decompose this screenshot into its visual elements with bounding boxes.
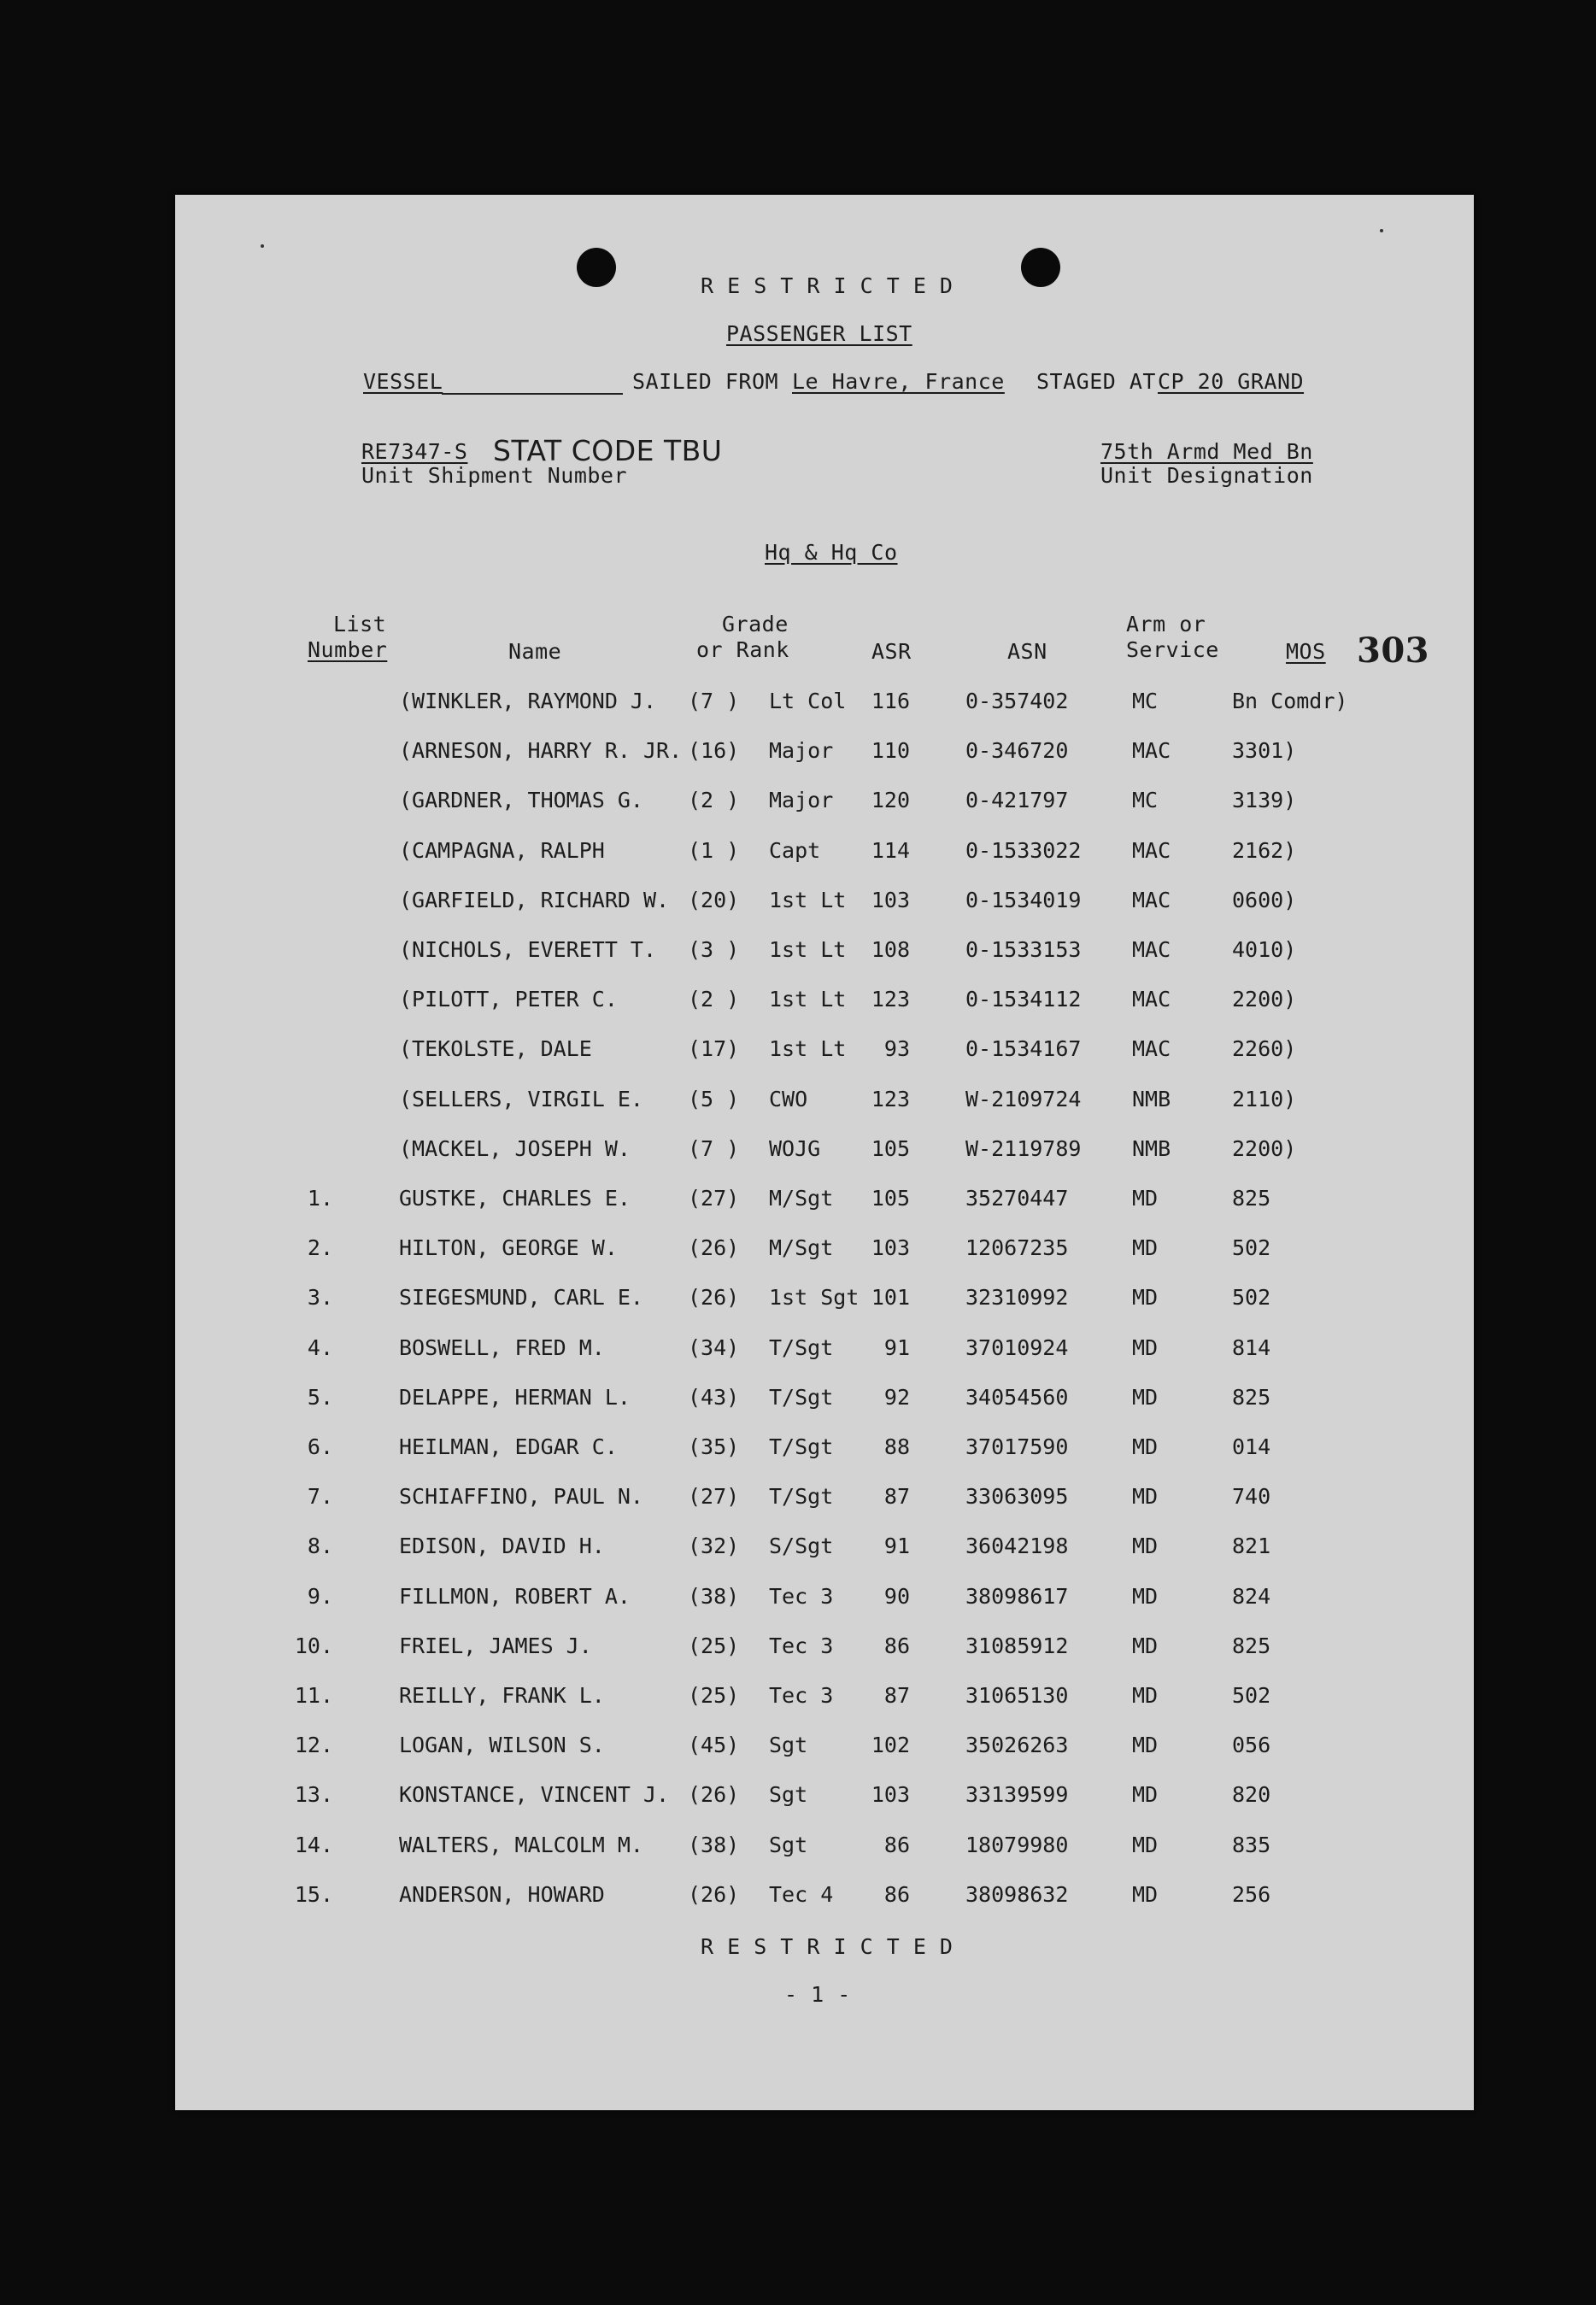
- cell-asr: 105: [871, 1135, 910, 1161]
- table-row: [175, 1087, 1474, 1136]
- table-row: [175, 689, 1474, 738]
- cell-mos: 835: [1232, 1832, 1271, 1857]
- cell-asr: 92: [883, 1384, 910, 1410]
- staged-at-value: CP 20 GRAND: [1158, 369, 1305, 394]
- cell-list-number: 14.: [294, 1832, 333, 1857]
- cell-grade: 1st Lt: [769, 887, 847, 912]
- cell-mos: 256: [1232, 1881, 1271, 1907]
- passenger-list-page: [175, 195, 1474, 2110]
- cell-grade: WOJG: [769, 1135, 821, 1161]
- cell-asn: 0-1534019: [965, 887, 1082, 912]
- vessel-label: VESSEL: [363, 369, 443, 394]
- cell-age: (2 ): [688, 987, 740, 1012]
- cell-passenger-name: GUSTKE, CHARLES E.: [399, 1186, 631, 1211]
- cell-grade: T/Sgt: [769, 1334, 834, 1360]
- speck: [1380, 229, 1383, 232]
- cell-asn: 31085912: [965, 1633, 1069, 1658]
- cell-passenger-name: REILLY, FRANK L.: [399, 1683, 605, 1708]
- table-row: [175, 838, 1474, 888]
- cell-asn: W-2119789: [965, 1135, 1082, 1161]
- cell-asr: 123: [871, 987, 910, 1012]
- cell-asr: 86: [883, 1832, 910, 1857]
- speck: [261, 244, 264, 248]
- col-arm-1: Arm or: [1126, 612, 1206, 636]
- cell-passenger-name: (MACKEL, JOSEPH W.: [399, 1135, 631, 1161]
- cell-age: (25): [688, 1683, 740, 1708]
- table-row: [175, 738, 1474, 788]
- cell-arm-service: MD: [1132, 1334, 1159, 1360]
- cell-age: (25): [688, 1633, 740, 1658]
- cell-mos: 825: [1232, 1633, 1271, 1658]
- cell-mos: 502: [1232, 1285, 1271, 1311]
- table-row: [175, 1833, 1474, 1882]
- cell-arm-service: MD: [1132, 1285, 1159, 1311]
- cell-asn: 18079980: [965, 1832, 1069, 1857]
- cell-asr: 108: [871, 937, 910, 962]
- cell-asn: 33139599: [965, 1782, 1069, 1808]
- cell-asn: 0-357402: [965, 689, 1069, 713]
- cell-age: (17): [688, 1036, 740, 1062]
- cell-grade: Tec 3: [769, 1583, 834, 1609]
- cell-asn: 33063095: [965, 1484, 1069, 1510]
- cell-asr: 86: [883, 1633, 910, 1658]
- cell-passenger-name: (CAMPAGNA, RALPH: [399, 837, 605, 863]
- table-row: [175, 1235, 1474, 1285]
- table-row: [175, 1136, 1474, 1186]
- cell-asn: 0-1533022: [965, 837, 1082, 863]
- cell-arm-service: NMB: [1132, 1135, 1171, 1161]
- cell-grade: Sgt: [769, 1782, 808, 1808]
- unit-designation: 75th Armd Med Bn: [1100, 439, 1313, 464]
- cell-mos: 2200): [1232, 987, 1297, 1012]
- cell-list-number: 2.: [307, 1235, 333, 1261]
- table-row: [175, 1733, 1474, 1782]
- cell-age: (7 ): [688, 689, 740, 713]
- cell-asn: 36042198: [965, 1534, 1069, 1559]
- cell-list-number: 10.: [294, 1633, 333, 1658]
- col-list-number-1: List: [333, 612, 387, 636]
- cell-mos: 502: [1232, 1235, 1271, 1261]
- cell-asr: 87: [883, 1683, 910, 1708]
- unit-designation-label: Unit Designation: [1100, 463, 1313, 488]
- cell-age: (26): [688, 1782, 740, 1808]
- cell-passenger-name: DELAPPE, HERMAN L.: [399, 1384, 631, 1410]
- cell-passenger-name: (TEKOLSTE, DALE: [399, 1036, 592, 1062]
- cell-grade: Tec 3: [769, 1633, 834, 1658]
- cell-list-number: 1.: [307, 1186, 333, 1211]
- cell-mos: 2200): [1232, 1135, 1297, 1161]
- cell-mos: 820: [1232, 1782, 1271, 1808]
- col-asr: ASR: [871, 639, 912, 664]
- cell-arm-service: MD: [1132, 1484, 1159, 1510]
- cell-list-number: 4.: [307, 1334, 333, 1360]
- cell-grade: Major: [769, 738, 834, 764]
- cell-asr: 103: [871, 1235, 910, 1261]
- cell-grade: Tec 3: [769, 1683, 834, 1708]
- cell-passenger-name: ANDERSON, HOWARD: [399, 1881, 605, 1907]
- cell-mos: 814: [1232, 1334, 1271, 1360]
- col-arm-2: Service: [1126, 637, 1219, 662]
- staged-at-label: STAGED AT: [1036, 369, 1156, 394]
- cell-asn: 38098632: [965, 1881, 1069, 1907]
- cell-grade: Capt: [769, 837, 821, 863]
- cell-mos: 4010): [1232, 937, 1297, 962]
- cell-arm-service: MD: [1132, 1782, 1159, 1808]
- passenger-list-title: PASSENGER LIST: [726, 321, 912, 346]
- cell-passenger-name: (GARDNER, THOMAS G.: [399, 788, 643, 813]
- cell-grade: 1st Lt: [769, 1036, 847, 1062]
- cell-mos: 2260): [1232, 1036, 1297, 1062]
- cell-mos: 502: [1232, 1683, 1271, 1708]
- cell-grade: M/Sgt: [769, 1186, 834, 1211]
- cell-arm-service: MD: [1132, 1583, 1159, 1609]
- cell-asn: 34054560: [965, 1384, 1069, 1410]
- table-row: [175, 1782, 1474, 1832]
- cell-asr: 86: [883, 1881, 910, 1907]
- page-number: - 1 -: [784, 1982, 851, 2007]
- col-mos: MOS: [1286, 639, 1326, 664]
- cell-passenger-name: SCHIAFFINO, PAUL N.: [399, 1484, 643, 1510]
- cell-asr: 103: [871, 887, 910, 912]
- cell-arm-service: MD: [1132, 1534, 1159, 1559]
- cell-age: (34): [688, 1334, 740, 1360]
- cell-age: (1 ): [688, 837, 740, 863]
- cell-arm-service: MC: [1132, 689, 1159, 713]
- cell-grade: 1st Lt: [769, 937, 847, 962]
- cell-passenger-name: HILTON, GEORGE W.: [399, 1235, 618, 1261]
- cell-passenger-name: EDISON, DAVID H.: [399, 1534, 605, 1559]
- cell-list-number: 11.: [294, 1683, 333, 1708]
- table-row: [175, 1434, 1474, 1484]
- cell-age: (38): [688, 1583, 740, 1609]
- cell-asr: 101: [871, 1285, 910, 1311]
- cell-passenger-name: SIEGESMUND, CARL E.: [399, 1285, 643, 1311]
- company: Hq & Hq Co: [765, 540, 898, 565]
- cell-grade: T/Sgt: [769, 1384, 834, 1410]
- cell-age: (3 ): [688, 937, 740, 962]
- cell-asr: 102: [871, 1733, 910, 1758]
- cell-age: (7 ): [688, 1135, 740, 1161]
- cell-asr: 103: [871, 1782, 910, 1808]
- cell-asn: 31065130: [965, 1683, 1069, 1708]
- cell-grade: Sgt: [769, 1733, 808, 1758]
- cell-arm-service: MD: [1132, 1683, 1159, 1708]
- cell-arm-service: NMB: [1132, 1086, 1171, 1111]
- cell-asr: 91: [883, 1334, 910, 1360]
- cell-age: (38): [688, 1832, 740, 1857]
- cell-passenger-name: (ARNESON, HARRY R. JR.: [399, 738, 683, 764]
- cell-passenger-name: (NICHOLS, EVERETT T.: [399, 937, 657, 962]
- table-row: [175, 1683, 1474, 1733]
- cell-arm-service: MD: [1132, 1633, 1159, 1658]
- cell-arm-service: MD: [1132, 1434, 1159, 1459]
- cell-passenger-name: (GARFIELD, RICHARD W.: [399, 887, 670, 912]
- cell-mos: 3139): [1232, 788, 1297, 813]
- cell-arm-service: MAC: [1132, 887, 1171, 912]
- cell-mos: 825: [1232, 1384, 1271, 1410]
- cell-mos: 740: [1232, 1484, 1271, 1510]
- cell-arm-service: MAC: [1132, 738, 1171, 764]
- cell-passenger-name: WALTERS, MALCOLM M.: [399, 1832, 643, 1857]
- cell-passenger-name: (SELLERS, VIRGIL E.: [399, 1086, 643, 1111]
- table-row: [175, 888, 1474, 937]
- cell-age: (32): [688, 1534, 740, 1559]
- cell-age: (20): [688, 887, 740, 912]
- table-row: [175, 1385, 1474, 1434]
- cell-asn: 0-421797: [965, 788, 1069, 813]
- cell-mos: Bn Comdr): [1232, 689, 1348, 713]
- table-row: [175, 987, 1474, 1036]
- cell-grade: T/Sgt: [769, 1434, 834, 1459]
- cell-list-number: 13.: [294, 1782, 333, 1808]
- cell-age: (2 ): [688, 788, 740, 813]
- cell-list-number: 6.: [307, 1434, 333, 1459]
- cell-mos: 056: [1232, 1733, 1271, 1758]
- table-row: [175, 1633, 1474, 1683]
- cell-list-number: 12.: [294, 1733, 333, 1758]
- cell-asn: 37017590: [965, 1434, 1069, 1459]
- cell-age: (27): [688, 1186, 740, 1211]
- cell-arm-service: MD: [1132, 1832, 1159, 1857]
- cell-passenger-name: BOSWELL, FRED M.: [399, 1334, 605, 1360]
- cell-asr: 91: [883, 1534, 910, 1559]
- cell-mos: 824: [1232, 1583, 1271, 1609]
- cell-grade: Lt Col: [769, 689, 847, 713]
- table-row: [175, 1036, 1474, 1086]
- cell-asr: 105: [871, 1186, 910, 1211]
- table-row: [175, 1186, 1474, 1235]
- cell-passenger-name: LOGAN, WILSON S.: [399, 1733, 605, 1758]
- cell-arm-service: MD: [1132, 1235, 1159, 1261]
- cell-age: (26): [688, 1285, 740, 1311]
- cell-arm-service: MD: [1132, 1881, 1159, 1907]
- restricted-header: R E S T R I C T E D: [701, 273, 953, 298]
- cell-list-number: 9.: [307, 1583, 333, 1609]
- cell-grade: CWO: [769, 1086, 808, 1111]
- cell-passenger-name: (WINKLER, RAYMOND J.: [399, 689, 657, 713]
- cell-age: (16): [688, 738, 740, 764]
- cell-grade: 1st Lt: [769, 987, 847, 1012]
- cell-mos: 014: [1232, 1434, 1271, 1459]
- cell-grade: S/Sgt: [769, 1534, 834, 1559]
- cell-asn: 0-1534167: [965, 1036, 1082, 1062]
- cell-asr: 110: [871, 738, 910, 764]
- cell-asr: 88: [883, 1434, 910, 1459]
- sailed-from-label: SAILED FROM: [632, 369, 779, 394]
- cell-grade: Major: [769, 788, 834, 813]
- cell-mos: 3301): [1232, 738, 1297, 764]
- cell-asn: 35270447: [965, 1186, 1069, 1211]
- cell-age: (35): [688, 1434, 740, 1459]
- cell-arm-service: MD: [1132, 1384, 1159, 1410]
- cell-mos: 821: [1232, 1534, 1271, 1559]
- cell-list-number: 7.: [307, 1484, 333, 1510]
- cell-asr: 93: [883, 1036, 910, 1062]
- cell-list-number: 5.: [307, 1384, 333, 1410]
- table-row: [175, 1584, 1474, 1633]
- cell-age: (26): [688, 1235, 740, 1261]
- cell-mos: 0600): [1232, 887, 1297, 912]
- cell-age: (43): [688, 1384, 740, 1410]
- stamp-number: 303: [1357, 631, 1429, 671]
- cell-mos: 2162): [1232, 837, 1297, 863]
- cell-arm-service: MAC: [1132, 1036, 1171, 1062]
- col-grade-2: or Rank: [696, 637, 789, 662]
- cell-age: (5 ): [688, 1086, 740, 1111]
- cell-grade: T/Sgt: [769, 1484, 834, 1510]
- table-row: [175, 1285, 1474, 1334]
- stat-code: STAT CODE TBU: [493, 434, 723, 467]
- table-row: [175, 788, 1474, 837]
- restricted-footer: R E S T R I C T E D: [701, 1934, 953, 1959]
- cell-grade: Tec 4: [769, 1881, 834, 1907]
- cell-asn: 12067235: [965, 1235, 1069, 1261]
- cell-asn: 0-1534112: [965, 987, 1082, 1012]
- table-row: [175, 937, 1474, 987]
- table-row: [175, 1335, 1474, 1385]
- cell-arm-service: MAC: [1132, 837, 1171, 863]
- unit-shipment-number: RE7347-S: [361, 439, 468, 464]
- cell-asn: 38098617: [965, 1583, 1069, 1609]
- cell-asn: 32310992: [965, 1285, 1069, 1311]
- unit-shipment-number-label: Unit Shipment Number: [361, 463, 628, 488]
- cell-asr: 116: [871, 689, 910, 713]
- binder-hole-left: [577, 248, 616, 287]
- cell-list-number: 3.: [307, 1285, 333, 1311]
- cell-list-number: 15.: [294, 1881, 333, 1907]
- cell-age: (45): [688, 1733, 740, 1758]
- col-list-number-2: Number: [308, 637, 388, 662]
- sailed-from-value: Le Havre, France: [792, 369, 1005, 394]
- cell-grade: Sgt: [769, 1832, 808, 1857]
- table-row: [175, 1882, 1474, 1932]
- cell-age: (26): [688, 1881, 740, 1907]
- cell-arm-service: MAC: [1132, 987, 1171, 1012]
- vessel-blank: [442, 393, 623, 395]
- cell-arm-service: MC: [1132, 788, 1159, 813]
- cell-asn: 37010924: [965, 1334, 1069, 1360]
- col-asn: ASN: [1007, 639, 1047, 664]
- cell-passenger-name: KONSTANCE, VINCENT J.: [399, 1782, 670, 1808]
- cell-passenger-name: (PILOTT, PETER C.: [399, 987, 618, 1012]
- cell-asr: 114: [871, 837, 910, 863]
- cell-passenger-name: FRIEL, JAMES J.: [399, 1633, 592, 1658]
- col-name: Name: [508, 639, 562, 664]
- table-row: [175, 1484, 1474, 1534]
- cell-asn: W-2109724: [965, 1086, 1082, 1111]
- cell-age: (27): [688, 1484, 740, 1510]
- cell-grade: M/Sgt: [769, 1235, 834, 1261]
- cell-passenger-name: FILLMON, ROBERT A.: [399, 1583, 631, 1609]
- cell-mos: 825: [1232, 1186, 1271, 1211]
- cell-arm-service: MD: [1132, 1733, 1159, 1758]
- binder-hole-right: [1021, 248, 1060, 287]
- cell-asr: 87: [883, 1484, 910, 1510]
- cell-grade: 1st Sgt: [769, 1285, 860, 1311]
- cell-list-number: 8.: [307, 1534, 333, 1559]
- cell-asn: 0-346720: [965, 738, 1069, 764]
- cell-asr: 123: [871, 1086, 910, 1111]
- cell-asn: 35026263: [965, 1733, 1069, 1758]
- cell-asr: 120: [871, 788, 910, 813]
- cell-mos: 2110): [1232, 1086, 1297, 1111]
- cell-arm-service: MD: [1132, 1186, 1159, 1211]
- cell-asr: 90: [883, 1583, 910, 1609]
- cell-passenger-name: HEILMAN, EDGAR C.: [399, 1434, 618, 1459]
- cell-asn: 0-1533153: [965, 937, 1082, 962]
- table-row: [175, 1534, 1474, 1583]
- col-grade-1: Grade: [722, 612, 789, 636]
- cell-arm-service: MAC: [1132, 937, 1171, 962]
